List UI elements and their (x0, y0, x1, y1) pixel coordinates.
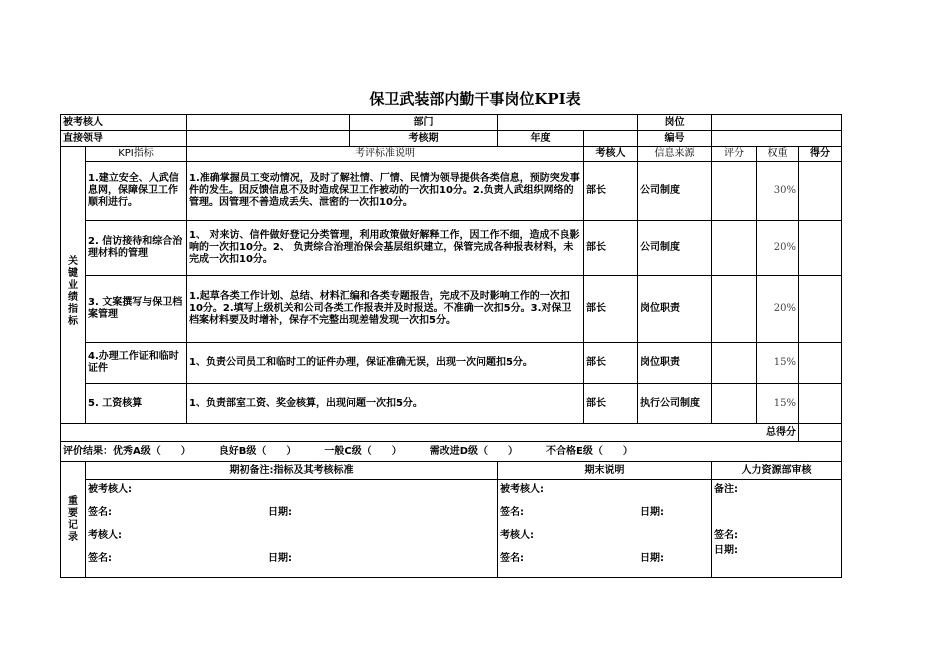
assessee-label: 被考核人: (88, 484, 132, 495)
sign-label: 签名: (88, 507, 112, 518)
date-label: 日期: (268, 553, 292, 564)
number-label: 编号 (638, 131, 712, 147)
department-value[interactable] (498, 115, 638, 131)
kpi-row (61, 384, 842, 424)
header-assessor: 考核人 (584, 147, 638, 162)
header-row (61, 147, 842, 162)
info-row-1 (61, 115, 842, 131)
kpi-name: 1.建立安全、人武信息网，保障保卫工作顺利进行。 (86, 162, 187, 221)
header-result: 得分 (799, 147, 842, 162)
year-label: 年度 (498, 131, 584, 147)
kpi-desc: 1、负责部室工资、奖金核算，出现问题一次扣5分。 (187, 384, 584, 424)
kpi-desc: 1、负责公司员工和临时工的证件办理，保证准确无误，出现一次问题扣5分。 (187, 343, 584, 384)
supervisor-value[interactable] (187, 131, 350, 147)
year-value[interactable] (584, 131, 638, 147)
col3-title: 人力资源部审核 (712, 462, 842, 480)
kpi-assessor: 部长 (584, 162, 638, 221)
section-label-text: 关 键 业 绩 指 标 (68, 256, 78, 328)
kpi-weight: 15% (757, 343, 799, 384)
sign-label: 签名: (88, 553, 112, 564)
assessor-label: 考核人: (88, 530, 122, 541)
evaluation-line (61, 442, 842, 462)
col2-title: 期末说明 (498, 462, 712, 480)
initial-notes-block[interactable] (86, 480, 498, 578)
kpi-weight: 15% (757, 384, 799, 424)
header-score: 评分 (712, 147, 757, 162)
header-kpi: KPI指标 (86, 147, 187, 162)
kpi-result[interactable] (799, 276, 842, 343)
kpi-score[interactable] (712, 221, 757, 276)
position-label: 岗位 (638, 115, 712, 131)
hr-date-line (714, 545, 839, 560)
date-label: 日期: (268, 507, 292, 518)
evaluation-row (61, 442, 842, 462)
kpi-score[interactable] (712, 343, 757, 384)
kpi-score[interactable] (712, 162, 757, 221)
supervisor-label: 直接领导 (61, 131, 187, 147)
grade-a[interactable]: 优秀A级（ ） (113, 445, 191, 457)
grade-c[interactable]: 一般C级（ ） (324, 445, 402, 457)
kpi-row (61, 162, 842, 221)
kpi-desc: 1.准确掌握员工变动情况，及时了解社情、厂情、民情为领导提供各类信息，预防突发事件的发生。因反馈信息不及时造成保卫工作被动的一次扣10分。2.负责人武组织网络的管理。因管理不善造成丢失、泄密的一次扣10分。 (187, 162, 584, 221)
kpi-source: 岗位职责 (638, 276, 712, 343)
date-label: 日期: (640, 553, 664, 564)
grade-b[interactable]: 良好B级（ ） (218, 445, 297, 457)
records-header-row (61, 462, 842, 480)
kpi-score[interactable] (712, 276, 757, 343)
assessor-line (500, 530, 709, 553)
grade-d[interactable]: 需改进D级（ ） (429, 445, 519, 457)
kpi-row (61, 276, 842, 343)
assessee-line (88, 484, 495, 507)
section-label-records (61, 462, 86, 578)
hr-sign-line (714, 530, 839, 545)
grade-e[interactable]: 不合格E级（ ） (546, 445, 633, 457)
evaluation-label: 评价结果： (63, 445, 113, 457)
kpi-row (61, 221, 842, 276)
assessee-label: 被考核人 (61, 115, 187, 131)
assessor-label: 考核人: (500, 530, 534, 541)
sign-line (88, 507, 495, 530)
kpi-result[interactable] (799, 162, 842, 221)
kpi-assessor: 部长 (584, 276, 638, 343)
kpi-result[interactable] (799, 384, 842, 424)
section-label-kpi (61, 162, 86, 424)
department-label: 部门 (350, 115, 498, 131)
period-label: 考核期 (350, 131, 498, 147)
hr-review-block[interactable] (712, 480, 842, 578)
assessor-line (88, 530, 495, 553)
kpi-weight: 20% (757, 221, 799, 276)
kpi-desc: 1.起草各类工作计划、总结、材料汇编和各类专题报告，完成不及时影响工作的一次扣10分。2.填写上级机关和公司各类工作报表并及时报送。不准确一次扣5分。3.对保卫档案材料要及时增补，保存不完整出现差错发现一次扣5分。 (187, 276, 584, 343)
sign-label: 签名: (500, 507, 524, 518)
header-criteria: 考评标准说明 (187, 147, 584, 162)
kpi-result[interactable] (799, 221, 842, 276)
header-source: 信息来源 (638, 147, 712, 162)
remark-label: 备注: (714, 484, 738, 495)
header-weight: 权重 (757, 147, 799, 162)
kpi-source: 公司制度 (638, 162, 712, 221)
kpi-name: 2. 信访接待和综合治理材料的管理 (86, 221, 187, 276)
final-notes-block[interactable] (498, 480, 712, 578)
sign-line (500, 507, 709, 530)
kpi-weight: 30% (757, 162, 799, 221)
assessee-line (500, 484, 709, 507)
kpi-assessor: 部长 (584, 343, 638, 384)
page-title: 保卫武装部内勤干事岗位KPI表 (369, 90, 581, 108)
position-value[interactable] (712, 115, 842, 131)
date-label: 日期: (640, 507, 664, 518)
total-row (61, 424, 842, 442)
remark-line (714, 484, 839, 530)
kpi-score[interactable] (712, 384, 757, 424)
total-value[interactable] (799, 424, 842, 442)
sign-label: 签名: (714, 530, 738, 541)
kpi-weight: 20% (757, 276, 799, 343)
kpi-assessor: 部长 (584, 384, 638, 424)
kpi-name: 5. 工资核算 (86, 384, 187, 424)
kpi-assessor: 部长 (584, 221, 638, 276)
assessee-value[interactable] (187, 115, 350, 131)
sign-line (500, 553, 709, 576)
sign-line (88, 553, 495, 576)
assessee-label: 被考核人: (500, 484, 544, 495)
records-label-text: 重 要 记 录 (68, 495, 78, 543)
kpi-source: 岗位职责 (638, 343, 712, 384)
kpi-source: 执行公司制度 (638, 384, 712, 424)
kpi-source: 公司制度 (638, 221, 712, 276)
number-value[interactable] (712, 131, 842, 147)
sign-label: 签名: (500, 553, 524, 564)
total-label: 总得分 (61, 424, 799, 442)
kpi-name: 4.办理工作证和临时证件 (86, 343, 187, 384)
kpi-row (61, 343, 842, 384)
kpi-table (60, 114, 842, 578)
kpi-name: 3. 文案撰写与保卫档案管理 (86, 276, 187, 343)
date-label: 日期: (714, 545, 738, 556)
records-body-row (61, 480, 842, 578)
kpi-desc: 1、 对来访、信件做好登记分类管理，利用政策做好解释工作，因工作不细，造成不良影响的一次扣10分。2、 负责综合治理治保会基层组织建立，保管完成各种报表材料，未完成一次扣10分。 (187, 221, 584, 276)
kpi-result[interactable] (799, 343, 842, 384)
col1-title: 期初备注:指标及其考核标准 (86, 462, 498, 480)
info-row-2 (61, 131, 842, 147)
